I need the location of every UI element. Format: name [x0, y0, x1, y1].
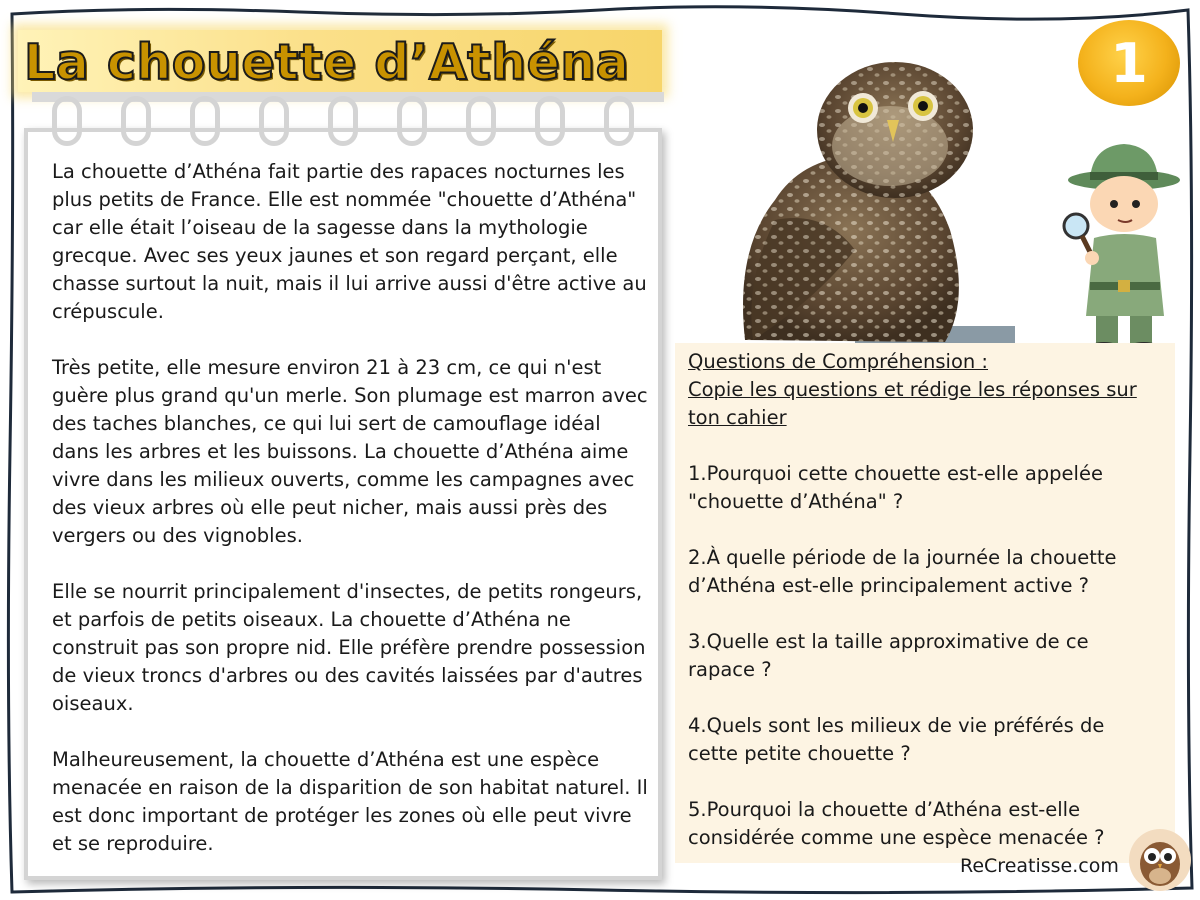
question-item: 1.Pourquoi cette chouette est-elle appelée "chouette d’Athéna" ? [688, 462, 1103, 513]
owl-logo-icon [1128, 828, 1192, 892]
site-credit: ReCreatisse.com [960, 855, 1119, 877]
page-title: La chouette d’Athéna [24, 34, 630, 91]
owl-photo-icon [705, 50, 1015, 350]
question-item: 4.Quels sont les milieux de vie préférés de cette petite chouette ? [688, 714, 1105, 765]
detective-icon [1060, 138, 1190, 363]
sheet-number-badge: 1 [1078, 20, 1180, 106]
questions-heading: Questions de Compréhension : [688, 350, 989, 373]
binder-ring [397, 96, 427, 146]
binder-ring [259, 96, 289, 146]
binder-ring [328, 96, 358, 146]
binder-ring [604, 96, 634, 146]
paragraph: Elle se nourrit principalement d'insectes, de petits rongeurs, et parfois de petits oiseaux. La chouette d’Athéna ne construit pas son propre nid. Elle préfère prendre possession de vieux troncs d'arbres ou des cavités laissées par d'autres oiseaux. [52, 580, 646, 715]
questions-instructions: Copie les questions et rédige les réponses sur ton cahier [688, 378, 1137, 429]
question-item: 3.Quelle est la taille approximative de ce rapace ? [688, 630, 1089, 681]
binder-ring [466, 96, 496, 146]
reading-text [52, 158, 652, 886]
binder-ring [190, 96, 220, 146]
binder-ring [52, 96, 82, 146]
binder-ring [121, 96, 151, 146]
binder-ring [535, 96, 565, 146]
question-item: 2.À quelle période de la journée la chouette d’Athéna est-elle principalement active ? [688, 546, 1117, 597]
paragraph: La chouette d’Athéna fait partie des rapaces nocturnes les plus petits de France. Elle est nommée "chouette d’Athéna" car elle était l’oiseau de la sagesse dans la mythologie grecque. Avec ses yeux jaunes et son regard perçant, elle chasse surtout la nuit, mais il lui arrive aussi d'être active au crépuscule. [52, 160, 647, 323]
paragraph: Malheureusement, la chouette d’Athéna est une espèce menacée en raison de la disparition de son habitat naturel. Il est donc important de protéger les zones où elle peut vivre et se reproduire. [52, 748, 648, 855]
question-item: 5.Pourquoi la chouette d’Athéna est-elle considérée comme une espèce menacée ? [688, 798, 1105, 849]
questions-content [688, 348, 1158, 852]
paragraph: Très petite, elle mesure environ 21 à 23 cm, ce qui n'est guère plus grand qu'un merle. Son plumage est marron avec des taches blanches, ce qui lui sert de camouflage idéal dans les arbres et les buissons. La chouette d’Athéna aime vivre dans les milieux ouverts, comme les campagnes avec des vieux arbres où elle peut nicher, mais aussi près des vergers ou des vignobles. [52, 356, 648, 547]
